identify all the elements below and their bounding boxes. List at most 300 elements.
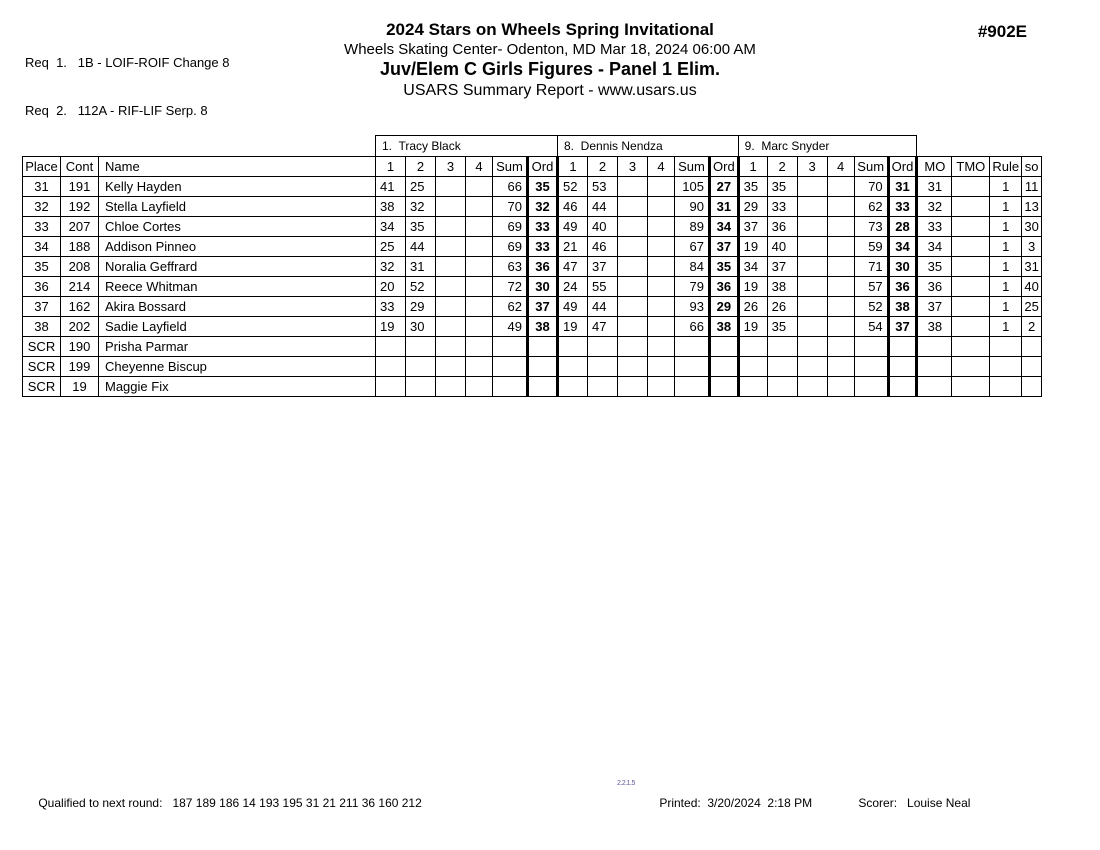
col-header-j3-1: 1 — [738, 157, 767, 177]
j2-score-cell: 44 — [588, 197, 618, 217]
j1-score-cell — [436, 257, 466, 277]
cont-cell: 214 — [61, 277, 99, 297]
j3-ord-cell: 30 — [888, 257, 917, 277]
j3-ord-cell — [888, 357, 917, 377]
so-cell: 40 — [1022, 277, 1042, 297]
so-cell: 31 — [1022, 257, 1042, 277]
j1-score-cell — [436, 317, 466, 337]
j1-score-cell — [466, 197, 493, 217]
scorer-line — [845, 782, 970, 824]
cont-cell: 188 — [61, 237, 99, 257]
j2-score-cell — [558, 357, 588, 377]
j1-sum-cell: 69 — [493, 217, 528, 237]
col-header-j2-1: 1 — [558, 157, 588, 177]
cont-cell: 207 — [61, 217, 99, 237]
so-cell — [1022, 377, 1042, 397]
j3-score-cell: 19 — [738, 237, 767, 257]
table-row — [23, 237, 1042, 257]
j2-sum-cell: 105 — [675, 177, 710, 197]
j2-ord-cell: 37 — [710, 237, 739, 257]
mo-cell — [917, 357, 952, 377]
cont-cell: 190 — [61, 337, 99, 357]
table-row — [23, 357, 1042, 377]
j1-score-cell — [436, 197, 466, 217]
j1-score-cell — [466, 377, 493, 397]
j3-score-cell — [797, 237, 827, 257]
rule-cell — [990, 377, 1022, 397]
j2-score-cell — [588, 337, 618, 357]
col-header-j3-4: 4 — [827, 157, 854, 177]
name-cell: Prisha Parmar — [99, 337, 376, 357]
name-cell: Chloe Cortes — [99, 217, 376, 237]
j2-score-cell: 24 — [558, 277, 588, 297]
j1-sum-cell — [493, 377, 528, 397]
j2-ord-cell — [710, 337, 739, 357]
tmo-cell — [952, 197, 990, 217]
table-row — [23, 257, 1042, 277]
j2-sum-cell: 84 — [675, 257, 710, 277]
j2-score-cell — [648, 377, 675, 397]
j1-sum-cell: 63 — [493, 257, 528, 277]
j1-ord-cell: 30 — [528, 277, 558, 297]
j3-score-cell — [767, 377, 797, 397]
j3-score-cell — [797, 337, 827, 357]
mo-cell: 36 — [917, 277, 952, 297]
j2-sum-cell: 89 — [675, 217, 710, 237]
j2-score-cell: 49 — [558, 217, 588, 237]
j3-score-cell — [797, 217, 827, 237]
so-cell — [1022, 337, 1042, 357]
j2-score-cell — [618, 277, 648, 297]
event-number: #902E — [977, 22, 1027, 41]
j2-score-cell: 55 — [588, 277, 618, 297]
j2-score-cell — [648, 357, 675, 377]
j3-score-cell — [827, 217, 854, 237]
j1-sum-cell: 70 — [493, 197, 528, 217]
title-block — [0, 20, 1100, 101]
j3-sum-cell: 59 — [854, 237, 888, 257]
j1-ord-cell: 36 — [528, 257, 558, 277]
j1-score-cell — [406, 357, 436, 377]
table-row — [23, 297, 1042, 317]
tmo-cell — [952, 277, 990, 297]
column-header-row — [23, 157, 1042, 177]
j1-score-cell — [376, 357, 406, 377]
j3-score-cell: 26 — [767, 297, 797, 317]
j1-ord-cell: 37 — [528, 297, 558, 317]
j2-sum-cell: 66 — [675, 317, 710, 337]
mo-cell: 32 — [917, 197, 952, 217]
col-header-place: Place — [23, 157, 61, 177]
place-cell: 33 — [23, 217, 61, 237]
tmo-cell — [952, 377, 990, 397]
tmo-cell — [952, 317, 990, 337]
rule-cell: 1 — [990, 197, 1022, 217]
j3-score-cell: 35 — [767, 177, 797, 197]
j3-sum-cell — [854, 357, 888, 377]
col-header-j1-sum: Sum — [493, 157, 528, 177]
j2-score-cell — [648, 317, 675, 337]
col-header-j2-4: 4 — [648, 157, 675, 177]
j1-score-cell: 41 — [376, 177, 406, 197]
cont-cell: 19 — [61, 377, 99, 397]
j3-score-cell — [738, 377, 767, 397]
j1-ord-cell: 38 — [528, 317, 558, 337]
j3-score-cell — [797, 297, 827, 317]
col-header-j2-sum: Sum — [675, 157, 710, 177]
j2-score-cell — [618, 177, 648, 197]
place-cell: 35 — [23, 257, 61, 277]
j3-score-cell: 35 — [767, 317, 797, 337]
mo-cell: 33 — [917, 217, 952, 237]
j1-score-cell — [436, 337, 466, 357]
tmo-cell — [952, 357, 990, 377]
j1-score-cell: 44 — [406, 237, 436, 257]
mo-cell: 31 — [917, 177, 952, 197]
tmo-cell — [952, 177, 990, 197]
j3-ord-cell: 33 — [888, 197, 917, 217]
j1-score-cell — [466, 277, 493, 297]
j3-sum-cell — [854, 337, 888, 357]
j3-ord-cell: 28 — [888, 217, 917, 237]
col-header-j2-ord: Ord — [710, 157, 739, 177]
j3-score-cell — [797, 277, 827, 297]
printed-line — [646, 782, 812, 824]
so-cell — [1022, 357, 1042, 377]
col-header-j3-3: 3 — [797, 157, 827, 177]
j2-sum-cell — [675, 377, 710, 397]
j2-score-cell: 40 — [588, 217, 618, 237]
cont-cell: 192 — [61, 197, 99, 217]
venue-date-line: Wheels Skating Center- Odenton, MD Mar 18, 2024 06:00 AM — [344, 40, 756, 58]
judge-name-1: 1. Tracy Black — [376, 136, 558, 157]
j3-score-cell: 19 — [738, 317, 767, 337]
j1-sum-cell: 62 — [493, 297, 528, 317]
cont-cell: 162 — [61, 297, 99, 317]
j3-score-cell: 26 — [738, 297, 767, 317]
table-row — [23, 197, 1042, 217]
so-cell: 25 — [1022, 297, 1042, 317]
j2-score-cell — [618, 217, 648, 237]
j1-score-cell — [466, 237, 493, 257]
j3-score-cell: 40 — [767, 237, 797, 257]
col-header-j3-sum: Sum — [854, 157, 888, 177]
j1-score-cell: 38 — [376, 197, 406, 217]
j1-score-cell: 33 — [376, 297, 406, 317]
j3-ord-cell — [888, 377, 917, 397]
name-cell: Kelly Hayden — [99, 177, 376, 197]
rule-cell: 1 — [990, 217, 1022, 237]
j2-ord-cell: 27 — [710, 177, 739, 197]
j2-score-cell — [618, 257, 648, 277]
j2-score-cell: 52 — [558, 177, 588, 197]
j2-sum-cell: 90 — [675, 197, 710, 217]
scorer-value: Louise Neal — [907, 796, 971, 810]
col-header-j1-ord: Ord — [528, 157, 558, 177]
j1-score-cell — [466, 297, 493, 317]
j1-sum-cell: 66 — [493, 177, 528, 197]
j3-score-cell: 29 — [738, 197, 767, 217]
cont-cell: 199 — [61, 357, 99, 377]
name-cell: Stella Layfield — [99, 197, 376, 217]
rule-cell: 1 — [990, 297, 1022, 317]
j2-ord-cell: 36 — [710, 277, 739, 297]
place-cell: SCR — [23, 357, 61, 377]
rule-cell: 1 — [990, 277, 1022, 297]
j2-ord-cell: 38 — [710, 317, 739, 337]
j3-ord-cell: 37 — [888, 317, 917, 337]
requirement-line-1: Req 1. 1B - LOIF-ROIF Change 8 — [25, 55, 230, 70]
j3-sum-cell: 52 — [854, 297, 888, 317]
j1-sum-cell — [493, 337, 528, 357]
j1-score-cell — [436, 297, 466, 317]
place-cell: SCR — [23, 377, 61, 397]
j2-score-cell — [618, 377, 648, 397]
qualified-label: Qualified to next round: — [38, 796, 173, 810]
j3-ord-cell: 38 — [888, 297, 917, 317]
j3-score-cell — [797, 377, 827, 397]
j1-ord-cell: 35 — [528, 177, 558, 197]
j1-score-cell: 31 — [406, 257, 436, 277]
report-type-line: USARS Summary Report - www.usars.us — [403, 81, 697, 99]
j1-score-cell — [436, 217, 466, 237]
name-cell: Sadie Layfield — [99, 317, 376, 337]
j3-sum-cell: 71 — [854, 257, 888, 277]
j1-ord-cell: 33 — [528, 237, 558, 257]
j3-score-cell — [767, 357, 797, 377]
j2-score-cell — [558, 337, 588, 357]
mo-cell: 34 — [917, 237, 952, 257]
j3-score-cell — [797, 317, 827, 337]
j3-score-cell — [827, 277, 854, 297]
printed-label: Printed: — [659, 796, 708, 810]
j1-ord-cell: 32 — [528, 197, 558, 217]
requirement-line-2: Req 2. 112A - RIF-LIF Serp. 8 — [25, 103, 208, 118]
j2-score-cell — [618, 357, 648, 377]
j3-sum-cell: 73 — [854, 217, 888, 237]
j1-score-cell: 52 — [406, 277, 436, 297]
j3-score-cell — [827, 337, 854, 357]
j2-score-cell: 21 — [558, 237, 588, 257]
j1-score-cell — [406, 377, 436, 397]
cont-cell: 202 — [61, 317, 99, 337]
place-cell: 38 — [23, 317, 61, 337]
place-cell: 34 — [23, 237, 61, 257]
col-header-mo: MO — [917, 157, 952, 177]
j1-score-cell — [376, 377, 406, 397]
j2-ord-cell: 35 — [710, 257, 739, 277]
place-cell: SCR — [23, 337, 61, 357]
so-cell: 3 — [1022, 237, 1042, 257]
col-header-j2-2: 2 — [588, 157, 618, 177]
judges-row-spacer-left — [23, 136, 376, 157]
j1-score-cell — [466, 317, 493, 337]
col-header-so: so — [1022, 157, 1042, 177]
scorer-label: Scorer: — [858, 796, 908, 810]
qualified-line — [25, 782, 422, 824]
table-row — [23, 377, 1042, 397]
j3-score-cell — [827, 357, 854, 377]
j2-score-cell — [648, 257, 675, 277]
col-header-j1-4: 4 — [466, 157, 493, 177]
j2-score-cell — [618, 317, 648, 337]
rule-cell: 1 — [990, 237, 1022, 257]
j2-score-cell — [618, 197, 648, 217]
j3-score-cell — [827, 377, 854, 397]
event-title: Juv/Elem C Girls Figures - Panel 1 Elim. — [379, 59, 721, 80]
j3-score-cell: 33 — [767, 197, 797, 217]
tmo-cell — [952, 337, 990, 357]
j3-score-cell: 36 — [767, 217, 797, 237]
j2-score-cell: 47 — [558, 257, 588, 277]
judges-row-spacer-right — [917, 136, 1042, 157]
tmo-cell — [952, 217, 990, 237]
qualified-numbers: 187 189 186 14 193 195 31 21 211 36 160 212 — [172, 796, 422, 810]
mo-cell: 37 — [917, 297, 952, 317]
j1-sum-cell: 49 — [493, 317, 528, 337]
tmo-cell — [952, 237, 990, 257]
rule-cell: 1 — [990, 317, 1022, 337]
j2-score-cell — [618, 297, 648, 317]
col-header-j1-3: 3 — [436, 157, 466, 177]
name-cell: Cheyenne Biscup — [99, 357, 376, 377]
j2-score-cell — [588, 377, 618, 397]
j1-ord-cell — [528, 337, 558, 357]
j2-sum-cell: 67 — [675, 237, 710, 257]
j2-score-cell — [588, 357, 618, 377]
j2-score-cell: 37 — [588, 257, 618, 277]
j2-score-cell: 53 — [588, 177, 618, 197]
place-cell: 32 — [23, 197, 61, 217]
mo-cell: 38 — [917, 317, 952, 337]
j2-score-cell: 49 — [558, 297, 588, 317]
tmo-cell — [952, 297, 990, 317]
j1-score-cell: 32 — [406, 197, 436, 217]
j2-ord-cell: 31 — [710, 197, 739, 217]
j3-score-cell — [827, 197, 854, 217]
j2-score-cell — [648, 277, 675, 297]
so-cell: 30 — [1022, 217, 1042, 237]
j3-score-cell: 37 — [767, 257, 797, 277]
j2-ord-cell — [710, 357, 739, 377]
j1-score-cell: 20 — [376, 277, 406, 297]
place-cell: 37 — [23, 297, 61, 317]
j1-score-cell — [436, 357, 466, 377]
j3-score-cell — [827, 237, 854, 257]
j1-score-cell: 29 — [406, 297, 436, 317]
j2-sum-cell — [675, 337, 710, 357]
col-header-j1-1: 1 — [376, 157, 406, 177]
j2-score-cell: 46 — [588, 237, 618, 257]
j2-sum-cell: 93 — [675, 297, 710, 317]
j3-score-cell — [738, 337, 767, 357]
j3-score-cell — [797, 177, 827, 197]
col-header-j1-2: 2 — [406, 157, 436, 177]
j3-score-cell: 19 — [738, 277, 767, 297]
j2-ord-cell — [710, 377, 739, 397]
j3-sum-cell: 70 — [854, 177, 888, 197]
so-cell: 2 — [1022, 317, 1042, 337]
j1-sum-cell: 69 — [493, 237, 528, 257]
j3-score-cell — [797, 357, 827, 377]
j2-score-cell — [558, 377, 588, 397]
j1-score-cell — [466, 337, 493, 357]
j1-score-cell: 25 — [376, 237, 406, 257]
so-cell: 13 — [1022, 197, 1042, 217]
j3-ord-cell: 36 — [888, 277, 917, 297]
name-cell: Maggie Fix — [99, 377, 376, 397]
j2-sum-cell — [675, 357, 710, 377]
j2-score-cell: 47 — [588, 317, 618, 337]
j2-score-cell: 44 — [588, 297, 618, 317]
j3-score-cell — [797, 257, 827, 277]
j3-score-cell — [827, 317, 854, 337]
j2-sum-cell: 79 — [675, 277, 710, 297]
rule-cell — [990, 357, 1022, 377]
place-cell: 36 — [23, 277, 61, 297]
mo-cell — [917, 377, 952, 397]
j3-score-cell: 35 — [738, 177, 767, 197]
j1-score-cell: 34 — [376, 217, 406, 237]
col-header-tmo: TMO — [952, 157, 990, 177]
col-header-j3-2: 2 — [767, 157, 797, 177]
mo-cell — [917, 337, 952, 357]
j1-score-cell — [436, 177, 466, 197]
competition-title: 2024 Stars on Wheels Spring Invitational — [386, 20, 714, 39]
j2-score-cell — [648, 217, 675, 237]
results-table — [22, 135, 1042, 397]
j1-sum-cell: 72 — [493, 277, 528, 297]
j2-score-cell — [648, 337, 675, 357]
j3-ord-cell: 31 — [888, 177, 917, 197]
name-cell: Addison Pinneo — [99, 237, 376, 257]
name-cell: Reece Whitman — [99, 277, 376, 297]
j1-score-cell: 32 — [376, 257, 406, 277]
version-note: 2.2.1.5 — [617, 780, 635, 787]
j3-score-cell — [827, 177, 854, 197]
table-row — [23, 177, 1042, 197]
j1-score-cell — [436, 377, 466, 397]
j3-score-cell — [738, 357, 767, 377]
j3-sum-cell: 62 — [854, 197, 888, 217]
j2-ord-cell: 34 — [710, 217, 739, 237]
j2-score-cell — [648, 177, 675, 197]
name-cell: Akira Bossard — [99, 297, 376, 317]
j1-score-cell — [436, 237, 466, 257]
cont-cell: 191 — [61, 177, 99, 197]
col-header-name: Name — [99, 157, 376, 177]
j1-score-cell — [466, 257, 493, 277]
judges-header-row — [23, 136, 1042, 157]
j3-score-cell: 34 — [738, 257, 767, 277]
j1-score-cell — [406, 337, 436, 357]
col-header-j2-3: 3 — [618, 157, 648, 177]
so-cell: 11 — [1022, 177, 1042, 197]
place-cell: 31 — [23, 177, 61, 197]
j2-ord-cell: 29 — [710, 297, 739, 317]
table-row — [23, 217, 1042, 237]
table-row — [23, 277, 1042, 297]
j1-score-cell — [466, 177, 493, 197]
j1-ord-cell — [528, 377, 558, 397]
j1-score-cell: 19 — [376, 317, 406, 337]
j3-ord-cell — [888, 337, 917, 357]
j1-score-cell — [376, 337, 406, 357]
j1-ord-cell: 33 — [528, 217, 558, 237]
j3-sum-cell: 54 — [854, 317, 888, 337]
j2-score-cell — [648, 297, 675, 317]
j2-score-cell — [648, 237, 675, 257]
